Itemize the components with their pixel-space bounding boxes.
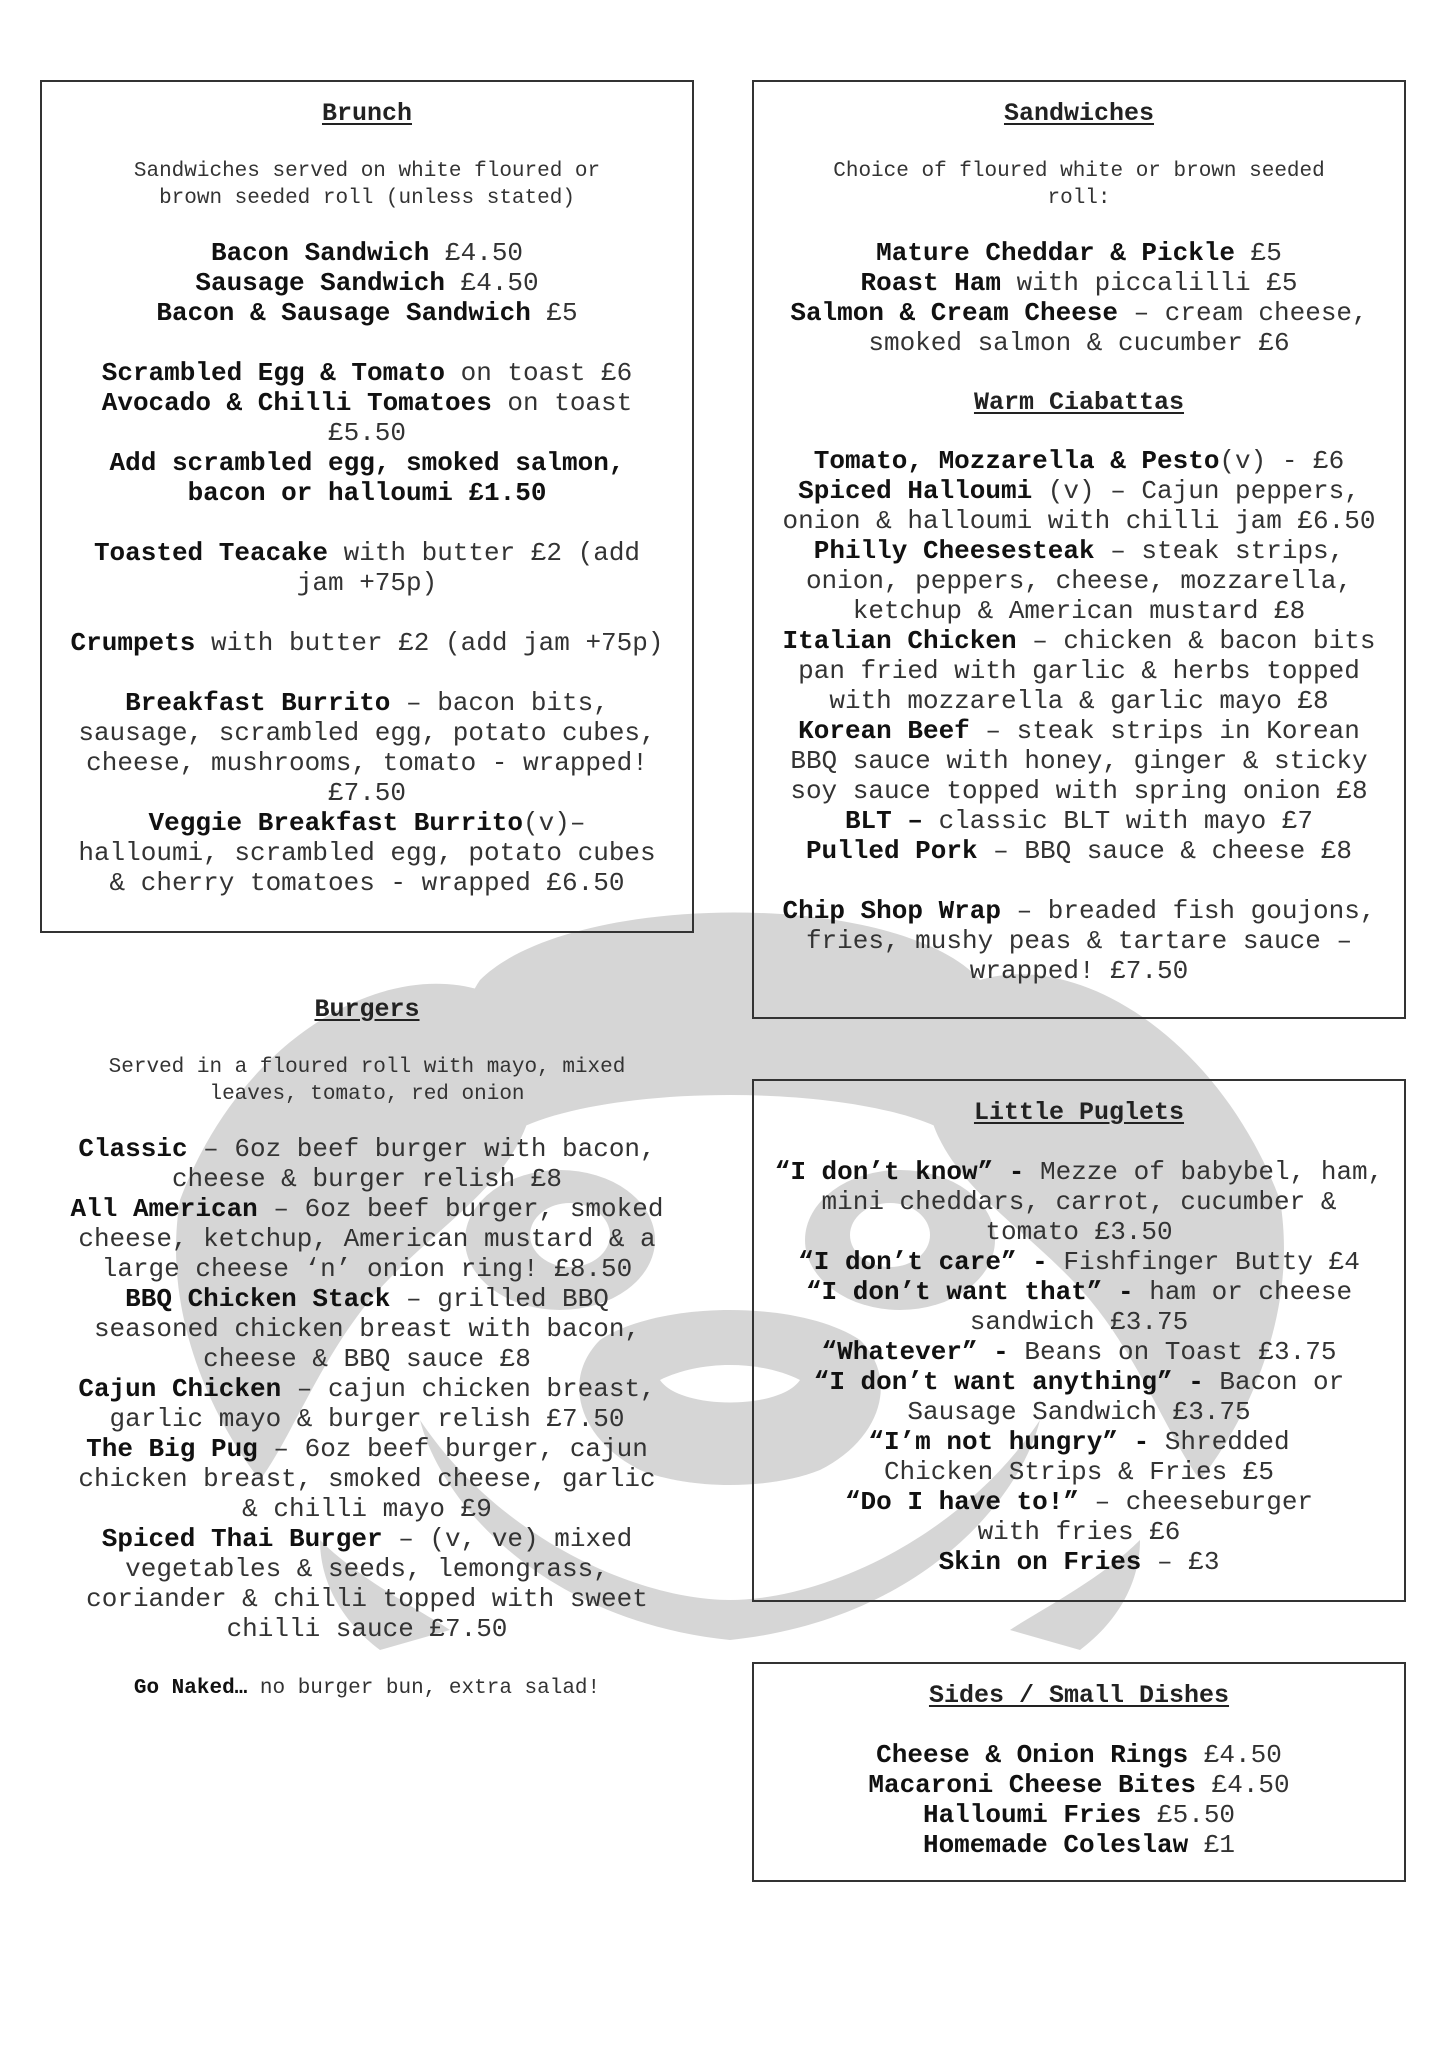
menu-item: “I don’t want that” - ham or cheese sandwich £3.75 bbox=[805, 1277, 1353, 1337]
puglets-title: Little Puglets bbox=[973, 1098, 1185, 1127]
puglets-items bbox=[754, 1157, 1404, 1577]
menu-item: Add scrambled egg, smoked salmon, bacon or halloumi £1.50 bbox=[109, 448, 625, 508]
menu-item: “I don’t know” - Mezze of babybel, ham, mini cheddars, carrot, cucumber & tomato £3.50 bbox=[774, 1157, 1384, 1247]
burgers-items bbox=[40, 1134, 694, 1644]
puglets-section bbox=[752, 1079, 1406, 1602]
sandwiches-section bbox=[752, 80, 1406, 1019]
menu-item: Spiced Thai Burger – (v, ve) mixed vegetables & seeds, lemongrass, coriander & chilli topped with sweet chilli sauce £7.50 bbox=[86, 1524, 648, 1644]
sides-items bbox=[754, 1740, 1404, 1860]
menu-item: “I don’t want anything” - Bacon or Sausage Sandwich £3.75 bbox=[813, 1367, 1345, 1427]
ciabatta-title: Warm Ciabattas bbox=[973, 388, 1185, 417]
menu-item: “Whatever” - Beans on Toast £3.75 bbox=[821, 1337, 1337, 1367]
menu-item: “Do I have to!” – cheeseburger with fries £6 bbox=[844, 1487, 1314, 1547]
menu-item: “I’m not hungry” - Shredded Chicken Strips & Fries £5 bbox=[868, 1427, 1290, 1487]
menu-item: Spiced Halloumi (v) – Cajun peppers, onion & halloumi with chilli jam £6.50 bbox=[782, 476, 1376, 536]
sandwiches-items bbox=[754, 238, 1404, 358]
menu-item: Macaroni Cheese Bites £4.50 bbox=[868, 1770, 1290, 1800]
menu-item: Sausage Sandwich £4.50 bbox=[195, 268, 539, 298]
menu-item: All American – 6oz beef burger, smoked cheese, ketchup, American mustard & a large cheese ‘n’ onion ring! £8.50 bbox=[70, 1194, 664, 1284]
menu-item: Scrambled Egg & Tomato on toast £6 bbox=[101, 358, 633, 388]
menu-item: Crumpets with butter £2 (add jam +75p) bbox=[70, 628, 664, 658]
menu-item: Halloumi Fries £5.50 bbox=[922, 1800, 1236, 1830]
burgers-section bbox=[40, 996, 694, 1723]
burgers-intro: Served in a floured roll with mayo, mixed leaves, tomato, red onion bbox=[108, 1056, 626, 1106]
menu-item: Italian Chicken – chicken & bacon bits pan fried with garlic & herbs topped with mozzarella & garlic mayo £8 bbox=[782, 626, 1376, 716]
menu-item: Cajun Chicken – cajun chicken breast, garlic mayo & burger relish £7.50 bbox=[78, 1374, 656, 1434]
menu-item: Avocado & Chilli Tomatoes on toast £5.50 bbox=[101, 388, 633, 448]
menu-item: Skin on Fries – £3 bbox=[938, 1547, 1220, 1577]
menu-item: Chip Shop Wrap – breaded fish goujons, fries, mushy peas & tartare sauce – wrapped! £7.50 bbox=[782, 896, 1376, 986]
menu-item: Veggie Breakfast Burrito(v)– halloumi, scrambled egg, potato cubes & cherry tomatoes - wrapped £6.50 bbox=[78, 808, 656, 898]
menu-item: Bacon Sandwich £4.50 bbox=[210, 238, 524, 268]
menu-item: Korean Beef – steak strips in Korean BBQ sauce with honey, ginger & sticky soy sauce topped with spring onion £8 bbox=[790, 716, 1368, 806]
menu-item: Cheese & Onion Rings £4.50 bbox=[876, 1740, 1282, 1770]
menu-item: Pulled Pork – BBQ sauce & cheese £8 bbox=[805, 836, 1353, 866]
menu-item: Toasted Teacake with butter £2 (add jam +75p) bbox=[93, 538, 641, 598]
menu-item: Philly Cheesesteak – steak strips, onion, peppers, cheese, mozzarella, ketchup & American mustard £8 bbox=[805, 536, 1353, 626]
sandwiches-title: Sandwiches bbox=[1003, 99, 1155, 128]
go-naked-note: Go Naked… no burger bun, extra salad! bbox=[133, 1677, 601, 1700]
menu-item: Classic – 6oz beef burger with bacon, cheese & burger relish £8 bbox=[78, 1134, 656, 1194]
menu-item: Mature Cheddar & Pickle £5 bbox=[876, 238, 1282, 268]
brunch-section bbox=[40, 80, 694, 933]
burgers-title: Burgers bbox=[314, 995, 420, 1024]
menu-item: Homemade Coleslaw £1 bbox=[922, 1830, 1236, 1860]
ciabatta-items bbox=[754, 446, 1404, 986]
menu-item: BBQ Chicken Stack – grilled BBQ seasoned chicken breast with bacon, cheese & BBQ sauce £8 bbox=[93, 1284, 641, 1374]
menu-item: The Big Pug – 6oz beef burger, cajun chicken breast, smoked cheese, garlic & chilli mayo £9 bbox=[78, 1434, 656, 1524]
menu-item: Tomato, Mozzarella & Pesto(v) - £6 bbox=[813, 446, 1345, 476]
sandwiches-intro: Choice of floured white or brown seeded roll: bbox=[833, 160, 1325, 210]
menu-item: Bacon & Sausage Sandwich £5 bbox=[156, 298, 578, 328]
sides-section bbox=[752, 1662, 1406, 1882]
brunch-intro: Sandwiches served on white floured or brown seeded roll (unless stated) bbox=[133, 160, 601, 210]
menu-item: Breakfast Burrito – bacon bits, sausage, scrambled egg, potato cubes, cheese, mushrooms, tomato - wrapped! £7.50 bbox=[78, 688, 656, 808]
menu-item: Salmon & Cream Cheese – cream cheese, smoked salmon & cucumber £6 bbox=[790, 298, 1368, 358]
sides-title: Sides / Small Dishes bbox=[928, 1681, 1230, 1710]
brunch-items bbox=[42, 238, 692, 898]
menu-item: Roast Ham with piccalilli £5 bbox=[860, 268, 1298, 298]
brunch-title: Brunch bbox=[321, 99, 412, 128]
menu-item: “I don’t care” - Fishfinger Butty £4 bbox=[798, 1247, 1360, 1277]
menu-item: BLT – classic BLT with mayo £7 bbox=[844, 806, 1314, 836]
